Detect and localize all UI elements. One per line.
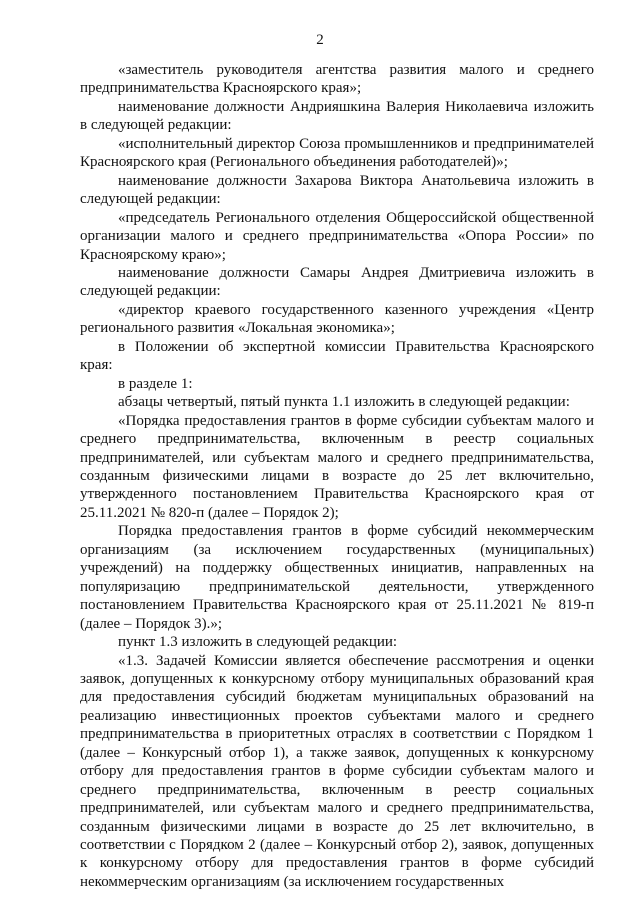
paragraph-11: «Порядка предоставления грантов в форме субсидии субъектам малого и среднего предпринимательства, включенным в реестр социальных предпринимателей, или субъектам малого и среднего предпринимательства, созданным физическими лицами в возрасте до 25 лет включительно, утвержденного постановлением Правительства Красноярского края от 25.11.2021 № 820-п (далее – Порядок 2); [80,412,594,521]
paragraph-7: «директор краевого государственного казенного учреждения «Центр регионального развития «Локальная экономика»; [80,301,594,337]
paragraph-8: в Положении об экспертной комиссии Правительства Красноярского края: [80,338,594,374]
paragraph-5: «председатель Регионального отделения Общероссийской общественной организации малого и среднего предпринимательства «Опора России» по Красноярскому краю»; [80,209,594,263]
paragraph-13: пункт 1.3 изложить в следующей редакции: [118,634,398,651]
paragraph-4: наименование должности Захарова Виктора Анатольевича изложить в следующей редакции: [80,172,594,208]
paragraph-10: абзацы четвертый, пятый пункта 1.1 изложить в следующей редакции: [118,394,570,411]
paragraph-9: в разделе 1: [118,375,193,392]
paragraph-3: «исполнительный директор Союза промышленников и предпринимателей Красноярского края (Регионального объединения работодателей)»; [80,135,594,171]
paragraph-14: «1.3. Задачей Комиссии является обеспечение рассмотрения и оценки заявок, допущенных к конкурсному отбору муниципальных образований края для предоставления субсидий бюджетам муниципальных образований на реализацию инвестиционных проектов субъектами малого и среднего предпринимательства в приоритетных отраслях в соответствии с Порядком 1 (далее – Конкурсный отбор 1), а также заявок, допущенных к конкурсному отбору для предоставления грантов в форме субсидии субъектам малого и среднего предпринимательства, включенным в реестр социальных предпринимателей, или субъектам малого и среднего предпринимательства, созданным физическими лицами в возрасте до 25 лет включительно, в соответствии с Порядком 2 (далее – Конкурсный отбор 2), заявок, допущенных к конкурсному отбору для предоставления грантов в форме субсидий некоммерческим организациям (за исключением государственных [80,652,594,890]
paragraph-12: Порядка предоставления грантов в форме субсидий некоммерческим организациям (за исключением государственных (муниципальных) учреждений) на поддержку общественных инициатив, направленных на популяризацию предпринимательской деятельности, утвержденного постановлением Правительства Красноярского края от 25.11.2021 № 819-п (далее – Порядок 3).»; [80,523,594,632]
document-body [80,61,594,891]
paragraph-2: наименование должности Андрияшкина Валерия Николаевича изложить в следующей редакции: [80,98,594,134]
page-number: 2 [316,32,324,48]
paragraph-6: наименование должности Самары Андрея Дмитриевича изложить в следующей редакции: [80,264,594,300]
paragraph-1: «заместитель руководителя агентства развития малого и среднего предпринимательства Красноярского края»; [80,62,594,97]
